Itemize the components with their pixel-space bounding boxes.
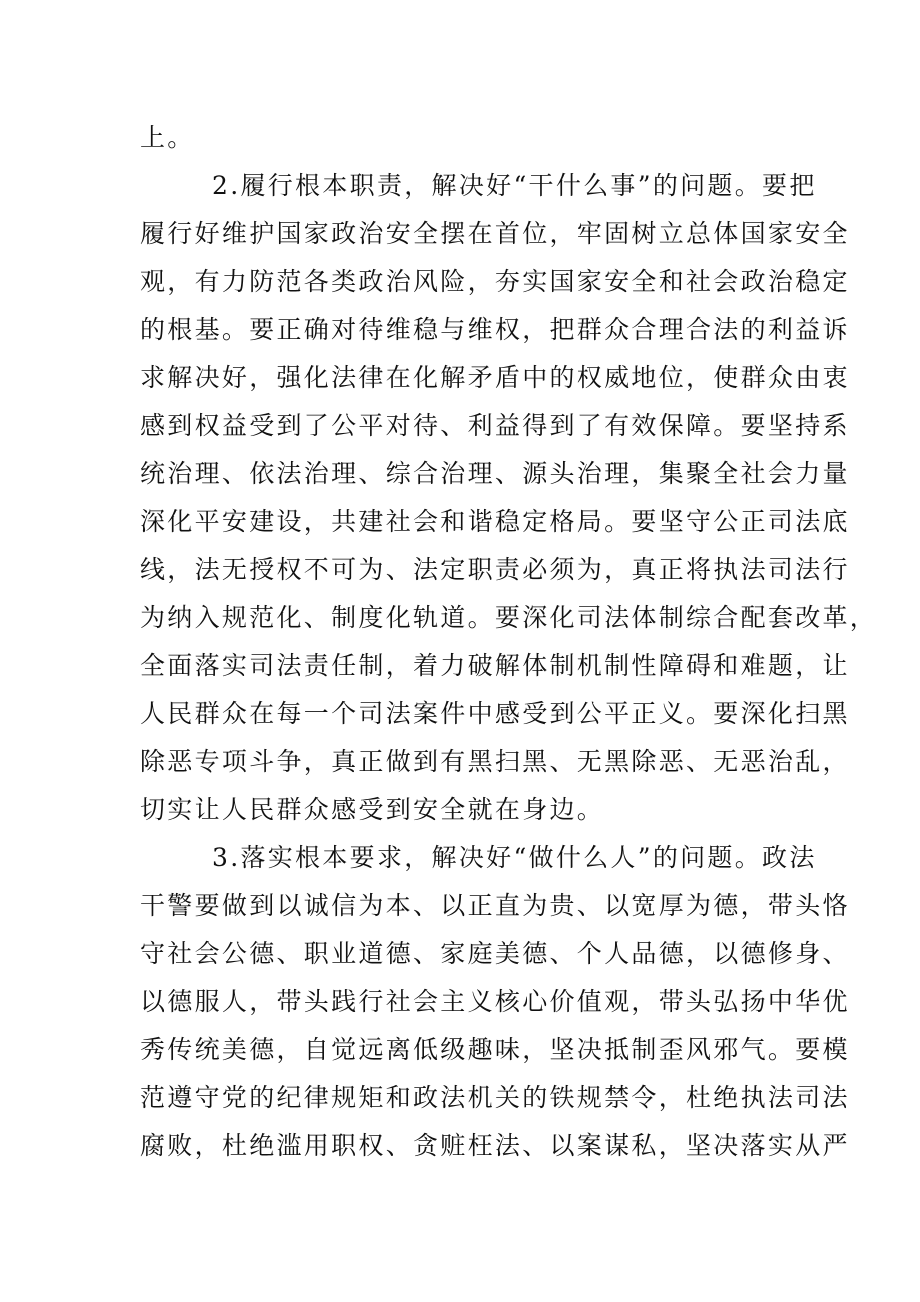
text-line: 感到权益受到了公平对待、利益得到了有效保障。要坚持系 [140, 411, 850, 440]
text-line: 范遵守党的纪律规矩和政法机关的铁规禁令，杜绝执法司法 [140, 1083, 850, 1112]
text-line: 守社会公德、职业道德、家庭美德、个人品德，以德修身、 [140, 939, 850, 968]
text-line: 统治理、依法治理、综合治理、源头治理，集聚全社会力量 [140, 459, 850, 488]
text-line: 为纳入规范化、制度化轨道。要深化司法体制综合配套改革， [140, 603, 878, 632]
text-line: 以德服人，带头践行社会主义核心价值观，带头弘扬中华优 [140, 987, 850, 1016]
text-line: 人民群众在每一个司法案件中感受到公平正义。要深化扫黑 [140, 699, 850, 728]
text-line: 上。 [140, 123, 195, 152]
text-line: 履行好维护国家政治安全摆在首位，牢固树立总体国家安全 [140, 219, 850, 248]
text-line: 深化平安建设，共建社会和谐稳定格局。要坚守公正司法底 [140, 507, 850, 536]
text-line: 除恶专项斗争，真正做到有黑扫黑、无黑除恶、无恶治乱， [140, 747, 850, 776]
text-line: 腐败，杜绝滥用职权、贪赃枉法、以案谋私，坚决落实从严 [140, 1131, 850, 1160]
text-line: 切实让人民群众感受到安全就在身边。 [140, 795, 605, 824]
paragraph-2-heading-line: 2.履行根本职责，解决好“干什么事”的问题。要把 [212, 171, 817, 200]
text-line: 秀传统美德，自觉远离低级趣味，坚决抵制歪风邪气。要模 [140, 1035, 850, 1064]
text-line: 的根基。要正确对待维稳与维权，把群众合理合法的利益诉 [140, 315, 850, 344]
text-line: 线，法无授权不可为、法定职责必须为，真正将执法司法行 [140, 555, 850, 584]
text-line: 观，有力防范各类政治风险，夯实国家安全和社会政治稳定 [140, 267, 850, 296]
text-line: 求解决好，强化法律在化解矛盾中的权威地位，使群众由衷 [140, 363, 850, 392]
text-line: 全面落实司法责任制，着力破解体制机制性障碍和难题，让 [140, 651, 850, 680]
text-line: 干警要做到以诚信为本、以正直为贵、以宽厚为德，带头恪 [140, 891, 850, 920]
paragraph-3-heading-line: 3.落实根本要求，解决好“做什么人”的问题。政法 [212, 843, 817, 872]
